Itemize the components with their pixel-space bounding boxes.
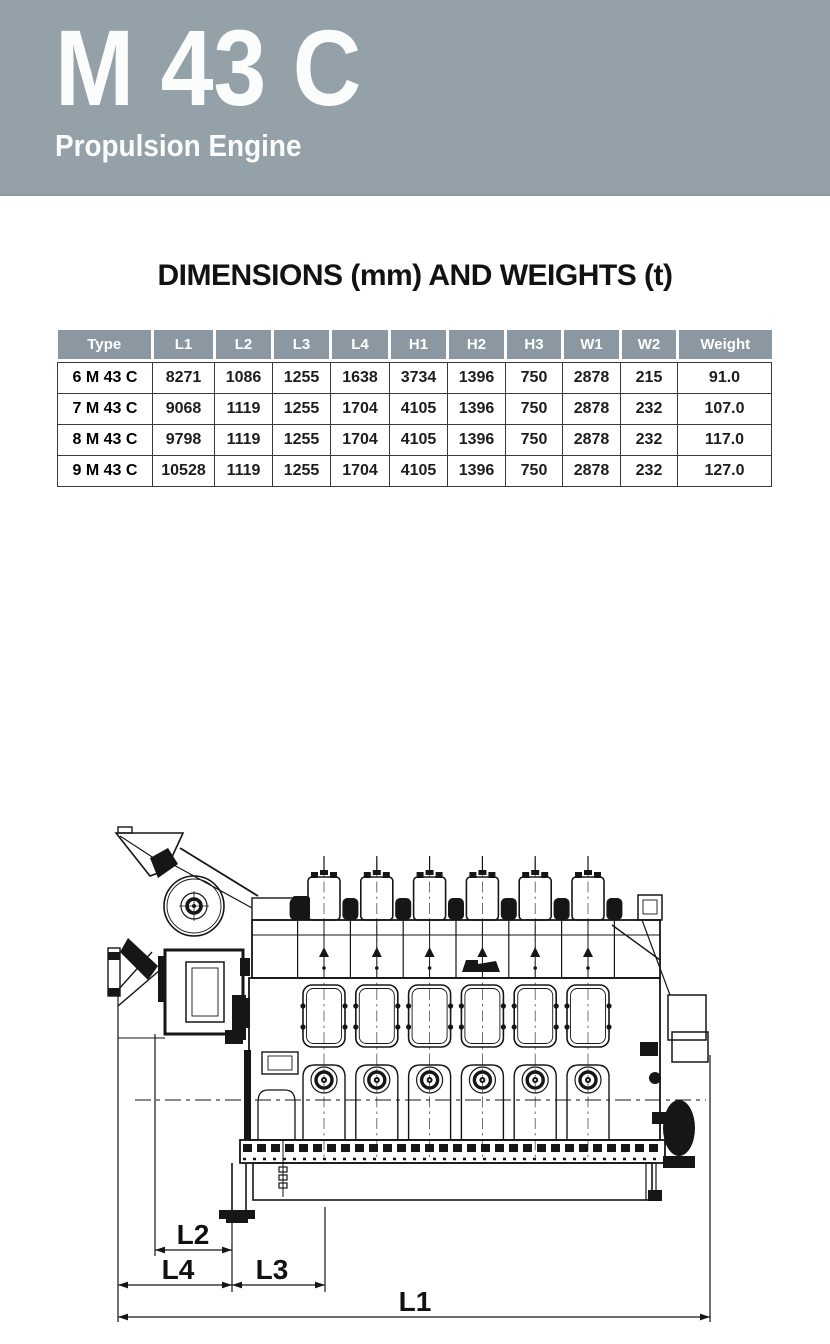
value-cell: 1396 bbox=[448, 393, 506, 424]
cylinder-units bbox=[290, 856, 623, 1160]
value-cell: 1119 bbox=[215, 455, 273, 486]
intake-funnel bbox=[116, 827, 183, 878]
value-cell: 3734 bbox=[390, 362, 448, 393]
table-header-row bbox=[58, 330, 772, 359]
dim-label-l4: L4 bbox=[161, 1254, 195, 1285]
type-cell: 9 M 43 C bbox=[58, 455, 153, 486]
value-cell: 1704 bbox=[331, 393, 390, 424]
value-cell: 1704 bbox=[331, 424, 390, 455]
value-cell: 4105 bbox=[390, 424, 448, 455]
value-cell: 1255 bbox=[273, 362, 331, 393]
value-cell: 9798 bbox=[153, 424, 215, 455]
engine-drawing bbox=[0, 820, 830, 1344]
table-row bbox=[58, 362, 772, 393]
base-frame bbox=[240, 1140, 665, 1163]
dim-label-l2: L2 bbox=[176, 1219, 210, 1250]
mak-logo-icon bbox=[462, 960, 500, 972]
value-cell: 1255 bbox=[273, 424, 331, 455]
banner bbox=[0, 0, 830, 196]
column-header-l1: L1 bbox=[153, 330, 215, 359]
table-row bbox=[58, 424, 772, 455]
section-title: DIMENSIONS (mm) AND WEIGHTS (t) bbox=[157, 259, 673, 292]
value-cell: 1086 bbox=[215, 362, 273, 393]
column-header-l3: L3 bbox=[273, 330, 331, 359]
value-cell: 4105 bbox=[390, 393, 448, 424]
value-cell: 1119 bbox=[215, 393, 273, 424]
column-header-weight: Weight bbox=[678, 330, 772, 359]
value-cell: 8271 bbox=[153, 362, 215, 393]
value-cell: 750 bbox=[506, 424, 563, 455]
column-header-l2: L2 bbox=[215, 330, 273, 359]
value-cell: 2878 bbox=[563, 362, 621, 393]
dimensions-table bbox=[57, 330, 772, 487]
column-header-l4: L4 bbox=[331, 330, 390, 359]
dim-label-l1: L1 bbox=[398, 1286, 432, 1317]
left-support-frame bbox=[108, 948, 165, 1256]
value-cell: 117.0 bbox=[678, 424, 772, 455]
value-cell: 750 bbox=[506, 362, 563, 393]
turbocharger-group bbox=[164, 848, 258, 936]
charge-air-cooler bbox=[120, 938, 250, 1044]
value-cell: 232 bbox=[621, 424, 678, 455]
value-cell: 2878 bbox=[563, 424, 621, 455]
column-header-h3: H3 bbox=[506, 330, 563, 359]
dim-label-l3: L3 bbox=[255, 1254, 289, 1285]
value-cell: 1396 bbox=[448, 424, 506, 455]
table-row bbox=[58, 393, 772, 424]
dimension-labels bbox=[162, 1219, 432, 1317]
value-cell: 91.0 bbox=[678, 362, 772, 393]
value-cell: 750 bbox=[506, 393, 563, 424]
value-cell: 215 bbox=[621, 362, 678, 393]
type-cell: 7 M 43 C bbox=[58, 393, 153, 424]
column-header-w2: W2 bbox=[621, 330, 678, 359]
value-cell: 232 bbox=[621, 393, 678, 424]
type-cell: 6 M 43 C bbox=[58, 362, 153, 393]
engine-foot bbox=[219, 1163, 255, 1223]
turning-gear bbox=[663, 1100, 695, 1168]
type-cell: 8 M 43 C bbox=[58, 424, 153, 455]
column-header-type: Type bbox=[58, 330, 153, 359]
value-cell: 1255 bbox=[273, 393, 331, 424]
value-cell: 232 bbox=[621, 455, 678, 486]
value-cell: 2878 bbox=[563, 455, 621, 486]
value-cell: 107.0 bbox=[678, 393, 772, 424]
value-cell: 1704 bbox=[331, 455, 390, 486]
column-header-h1: H1 bbox=[390, 330, 448, 359]
value-cell: 1119 bbox=[215, 424, 273, 455]
column-header-h2: H2 bbox=[448, 330, 506, 359]
value-cell: 1396 bbox=[448, 455, 506, 486]
value-cell: 2878 bbox=[563, 393, 621, 424]
value-cell: 127.0 bbox=[678, 455, 772, 486]
value-cell: 1396 bbox=[448, 362, 506, 393]
value-cell: 10528 bbox=[153, 455, 215, 486]
page-subtitle: Propulsion Engine bbox=[55, 128, 302, 163]
table-row bbox=[58, 455, 772, 486]
page-title: M 43 C bbox=[55, 7, 362, 128]
dimension-lines bbox=[118, 990, 710, 1322]
value-cell: 1638 bbox=[331, 362, 390, 393]
value-cell: 9068 bbox=[153, 393, 215, 424]
value-cell: 1255 bbox=[273, 455, 331, 486]
column-header-w1: W1 bbox=[563, 330, 621, 359]
value-cell: 4105 bbox=[390, 455, 448, 486]
value-cell: 750 bbox=[506, 455, 563, 486]
